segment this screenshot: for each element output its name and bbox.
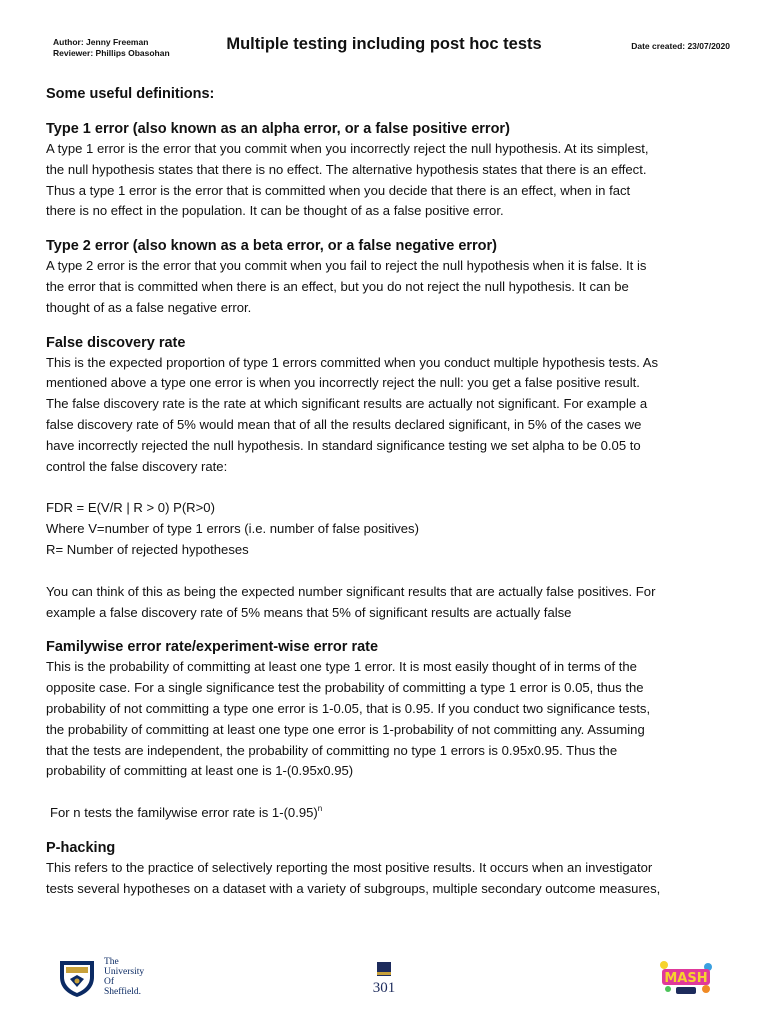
fwer-line: the probability of committing at least one type one error is 1-probability of not committing any. Assuming (46, 721, 645, 737)
mash-logo (656, 957, 716, 997)
fdr-heading: False discovery rate (46, 334, 186, 351)
mash-text: MASH (664, 971, 708, 986)
phacking-line: This refers to the practice of selectively reporting the most positive results. It occurs when an investigator (46, 859, 653, 875)
type2-section (46, 236, 726, 318)
university-of-sheffield-logo (56, 957, 156, 999)
fwer-line: opposite case. For a single significance test the probability of committing a type 1 error is 0.05, thus the (46, 680, 644, 696)
document-body (46, 84, 726, 900)
fdr-formula-def: Where V=number of type 1 errors (i.e. number of false positives) (46, 521, 419, 537)
type2-line: the error that is committed when there is an effect, but you do not reject the null hypothesis. It can be (46, 278, 629, 294)
fwer-n-tests (46, 803, 726, 824)
fdr-formula-def: R= Number of rejected hypotheses (46, 541, 249, 557)
fwer-heading: Familywise error rate/experiment-wise error rate (46, 639, 379, 656)
fdr-line: mentioned above a type one error is when you incorrectly reject the null: you get a false positive result. (46, 375, 640, 391)
fdr-closing-line: You can think of this as being the expected number significant results that are actually false positives. For (46, 583, 656, 599)
fwer-line: This is the probability of committing at least one type 1 error. It is most easily thought of in terms of the (46, 659, 637, 675)
phacking-heading: P-hacking (46, 839, 116, 856)
fdr-line: have incorrectly rejected the null hypothesis. In standard significance testing we set alpha to be 0.05 to (46, 437, 641, 453)
type1-line: Thus a type 1 error is the error that is committed when you decide that there is an effect, when in fact (46, 182, 631, 198)
fwer-line: probability of committing at least one is 1-(0.95x0.95) (46, 763, 354, 779)
ll-number-text: 301 (372, 980, 396, 996)
phacking-line: tests several hypotheses on a dataset with a variety of subgroups, multiple secondary outcome measures, (46, 880, 661, 896)
type2-line: A type 2 error is the error that you commit when you fail to reject the null hypothesis when it is false. It is (46, 258, 647, 274)
type1-line: the null hypothesis states that there is no effect. The alternative hypothesis states that there is an effect. (46, 161, 647, 177)
uos-line: University (104, 967, 145, 977)
fdr-line: false discovery rate of 5% would mean that of all the results declared significant, in 5% of the cases we (46, 416, 642, 432)
fdr-section (46, 333, 726, 624)
type1-heading: Type 1 error (also known as an alpha error, or a false positive error) (46, 121, 510, 137)
page-title: Multiple testing including post hoc tests (226, 35, 542, 53)
shield-crest-icon (56, 957, 98, 999)
type1-line: there is no effect in the population. It can be thought of as a false positive error. (46, 203, 504, 219)
uos-line: Sheffield. (104, 987, 142, 997)
author-text: Author: Jenny Freeman (53, 37, 149, 47)
fwer-line: that the tests are independent, the probability of committing no type 1 errors is 0.95x0.95. Thus the (46, 742, 618, 758)
uos-line: Of (104, 977, 115, 987)
fwer-section (46, 637, 726, 824)
fwer-n-tests-text: For n tests the familywise error rate is 1-(0.95) (50, 805, 318, 821)
type2-heading: Type 2 error (also known as a beta error, or a false negative error) (46, 238, 498, 255)
fdr-line: This is the expected proportion of type 1 errors committed when you conduct multiple hypothesis tests. As (46, 354, 659, 370)
fdr-formula: FDR = E(V/R | R > 0) P(R>0) (46, 500, 215, 516)
fdr-line: The false discovery rate is the rate at which significant results are actually not significant. For example a (46, 396, 648, 412)
mash-badge-icon (656, 957, 716, 997)
fwer-n-exponent: n (317, 804, 323, 814)
type1-line: A type 1 error is the error that you commit when you incorrectly reject the null hypothesis. At its simplest, (46, 141, 649, 156)
type2-line: thought of as a false negative error. (46, 299, 252, 315)
intro-heading: Some useful definitions: (46, 86, 215, 102)
university-name (104, 957, 144, 997)
learning-centre-301-logo (366, 960, 402, 996)
page-footer (0, 952, 768, 1002)
reviewer-text: Reviewer: Phillips Obasohan (53, 48, 170, 58)
phacking-section (46, 838, 726, 900)
fdr-closing-line: example a false discovery rate of 5% means that 5% of significant results are actually false (46, 604, 572, 620)
building-301-icon (366, 960, 402, 996)
uos-line: The (104, 957, 119, 967)
fwer-line: probability of not committing a type one error is 1-0.05, that is 0.95. If you conduct two significance tests, (46, 700, 651, 716)
type1-section (46, 119, 726, 222)
fdr-line: control the false discovery rate: (46, 458, 228, 474)
date-created: Date created: 23/07/2020 (631, 41, 730, 51)
